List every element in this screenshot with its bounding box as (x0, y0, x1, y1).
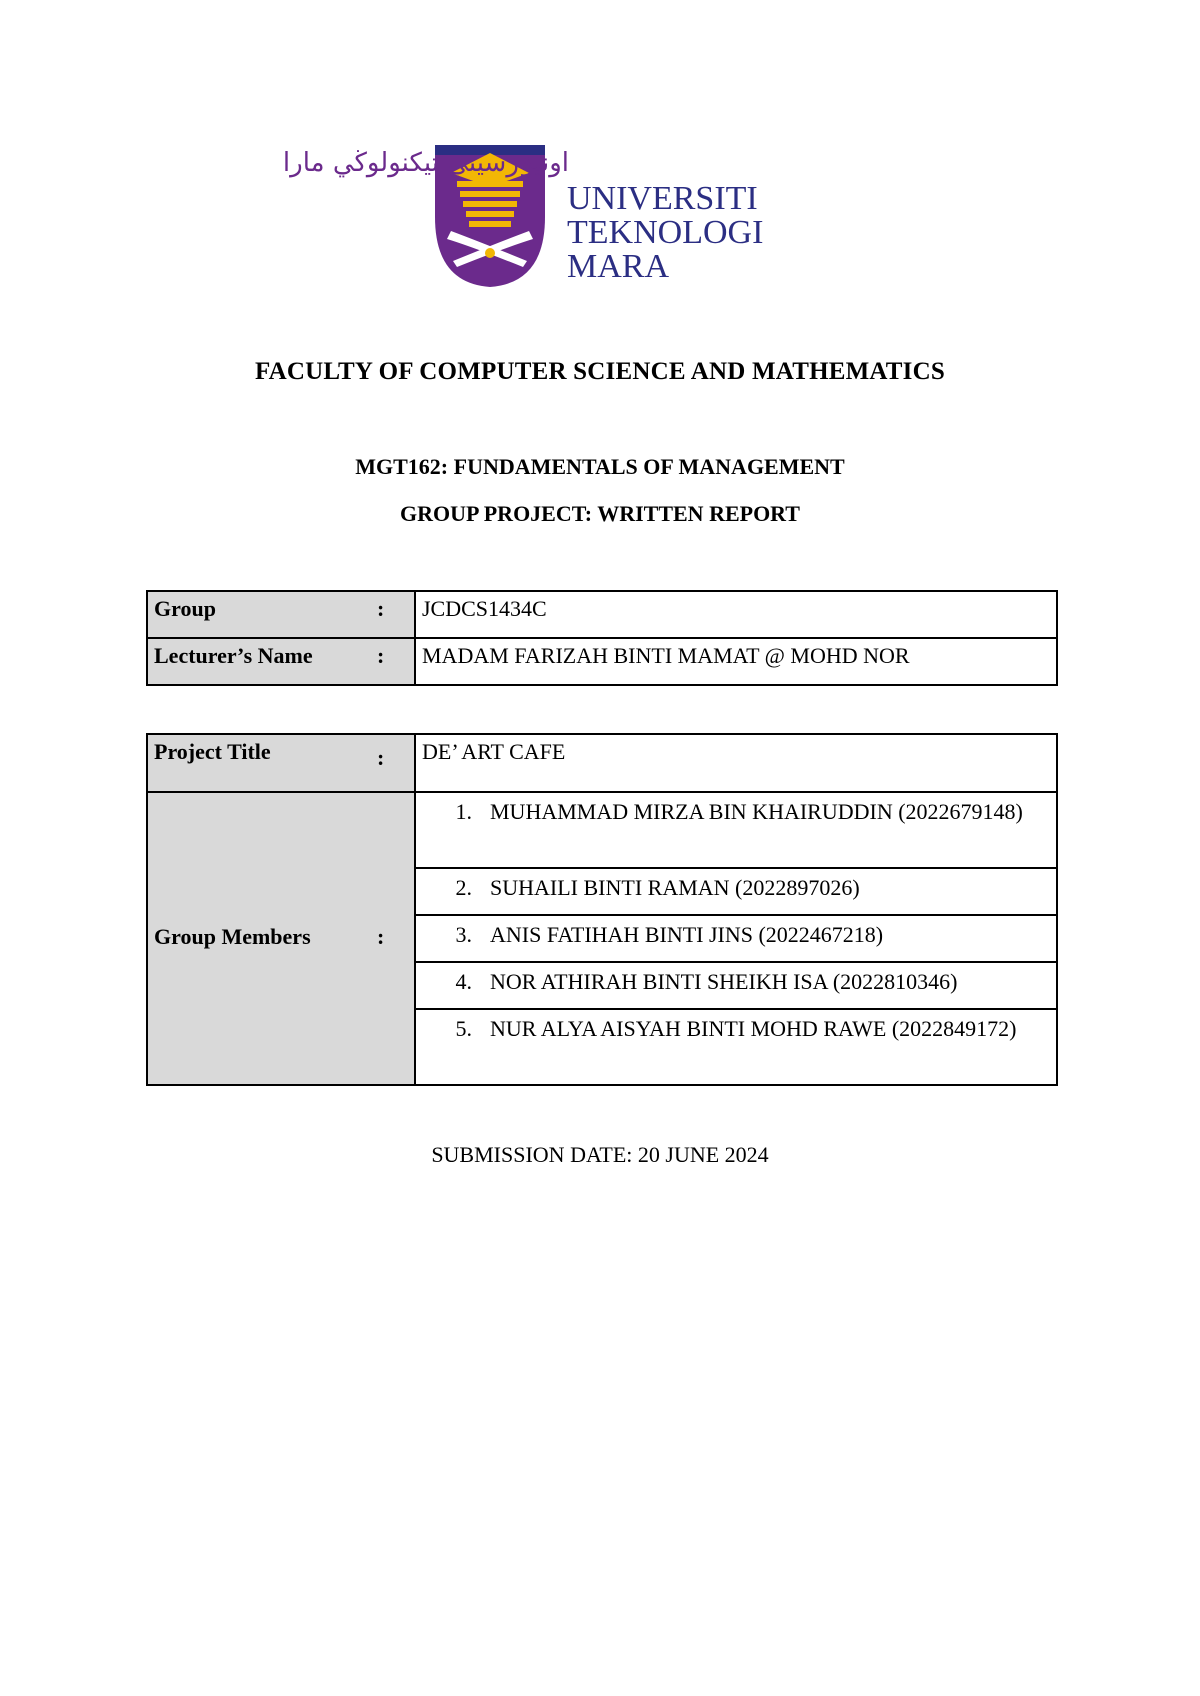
lecturer-value: MADAM FARIZAH BINTI MAMAT @ MOHD NOR (422, 643, 910, 668)
project-title-row (147, 734, 1057, 792)
project-title-label-cell (147, 734, 415, 792)
lecturer-value-cell (415, 638, 1057, 685)
assessment-title: GROUP PROJECT: WRITTEN REPORT (400, 501, 800, 526)
uitm-crest-icon (282, 143, 773, 289)
project-info-table (146, 733, 1058, 1086)
list-item: 4. NOR ATHIRAH BINTI SHEIKH ISA (2022810346) (455, 969, 958, 994)
member-row (147, 792, 1057, 868)
list-item: 5. NUR ALYA AISYAH BINTI MOHD RAWE (2022849172) (455, 1016, 1017, 1041)
group-info-table (146, 590, 1058, 686)
member-cell (415, 962, 1057, 1009)
group-value-cell (415, 591, 1057, 638)
group-members-label: Group Members (154, 923, 311, 949)
group-members-label-cell (147, 792, 415, 1085)
project-title-value-cell (415, 734, 1057, 792)
svg-text:UNIVERSITI: UNIVERSITI (567, 180, 758, 217)
lecturer-label: Lecturer’s Name (154, 643, 313, 668)
list-item: 3. ANIS FATIHAH BINTI JINS (2022467218) (455, 922, 884, 947)
svg-text:TEKNOLOGI: TEKNOLOGI (567, 214, 764, 251)
submission-date: SUBMISSION DATE: 20 JUNE 2024 (431, 1142, 769, 1167)
member-cell (415, 915, 1057, 962)
colon: : (377, 745, 385, 770)
list-item: 1. MUHAMMAD MIRZA BIN KHAIRUDDIN (2022679148) (455, 799, 1023, 824)
lecturer-label-cell (147, 638, 415, 685)
member-cell (415, 792, 1057, 868)
colon: : (377, 596, 385, 621)
svg-text:MARA: MARA (567, 248, 670, 285)
member-cell (415, 1009, 1057, 1085)
group-label: Group (154, 596, 216, 621)
colon: : (377, 643, 385, 668)
group-label-cell (147, 591, 415, 638)
project-title-label: Project Title (154, 739, 271, 764)
group-value: JCDCS1434C (422, 596, 547, 621)
member-cell (415, 868, 1057, 915)
project-title-value: DE’ ART CAFE (422, 739, 566, 764)
lecturer-row (147, 638, 1057, 685)
colon: : (377, 923, 385, 949)
faculty-title: FACULTY OF COMPUTER SCIENCE AND MATHEMATICS (255, 358, 945, 385)
course-title: MGT162: FUNDAMENTALS OF MANAGEMENT (355, 454, 845, 479)
group-row (147, 591, 1057, 638)
logo-jawi-text: اونيۏرسيتي تيكنولوڬي مارا (282, 148, 569, 178)
university-logo (282, 143, 773, 289)
list-item: 2. SUHAILI BINTI RAMAN (2022897026) (455, 875, 860, 900)
